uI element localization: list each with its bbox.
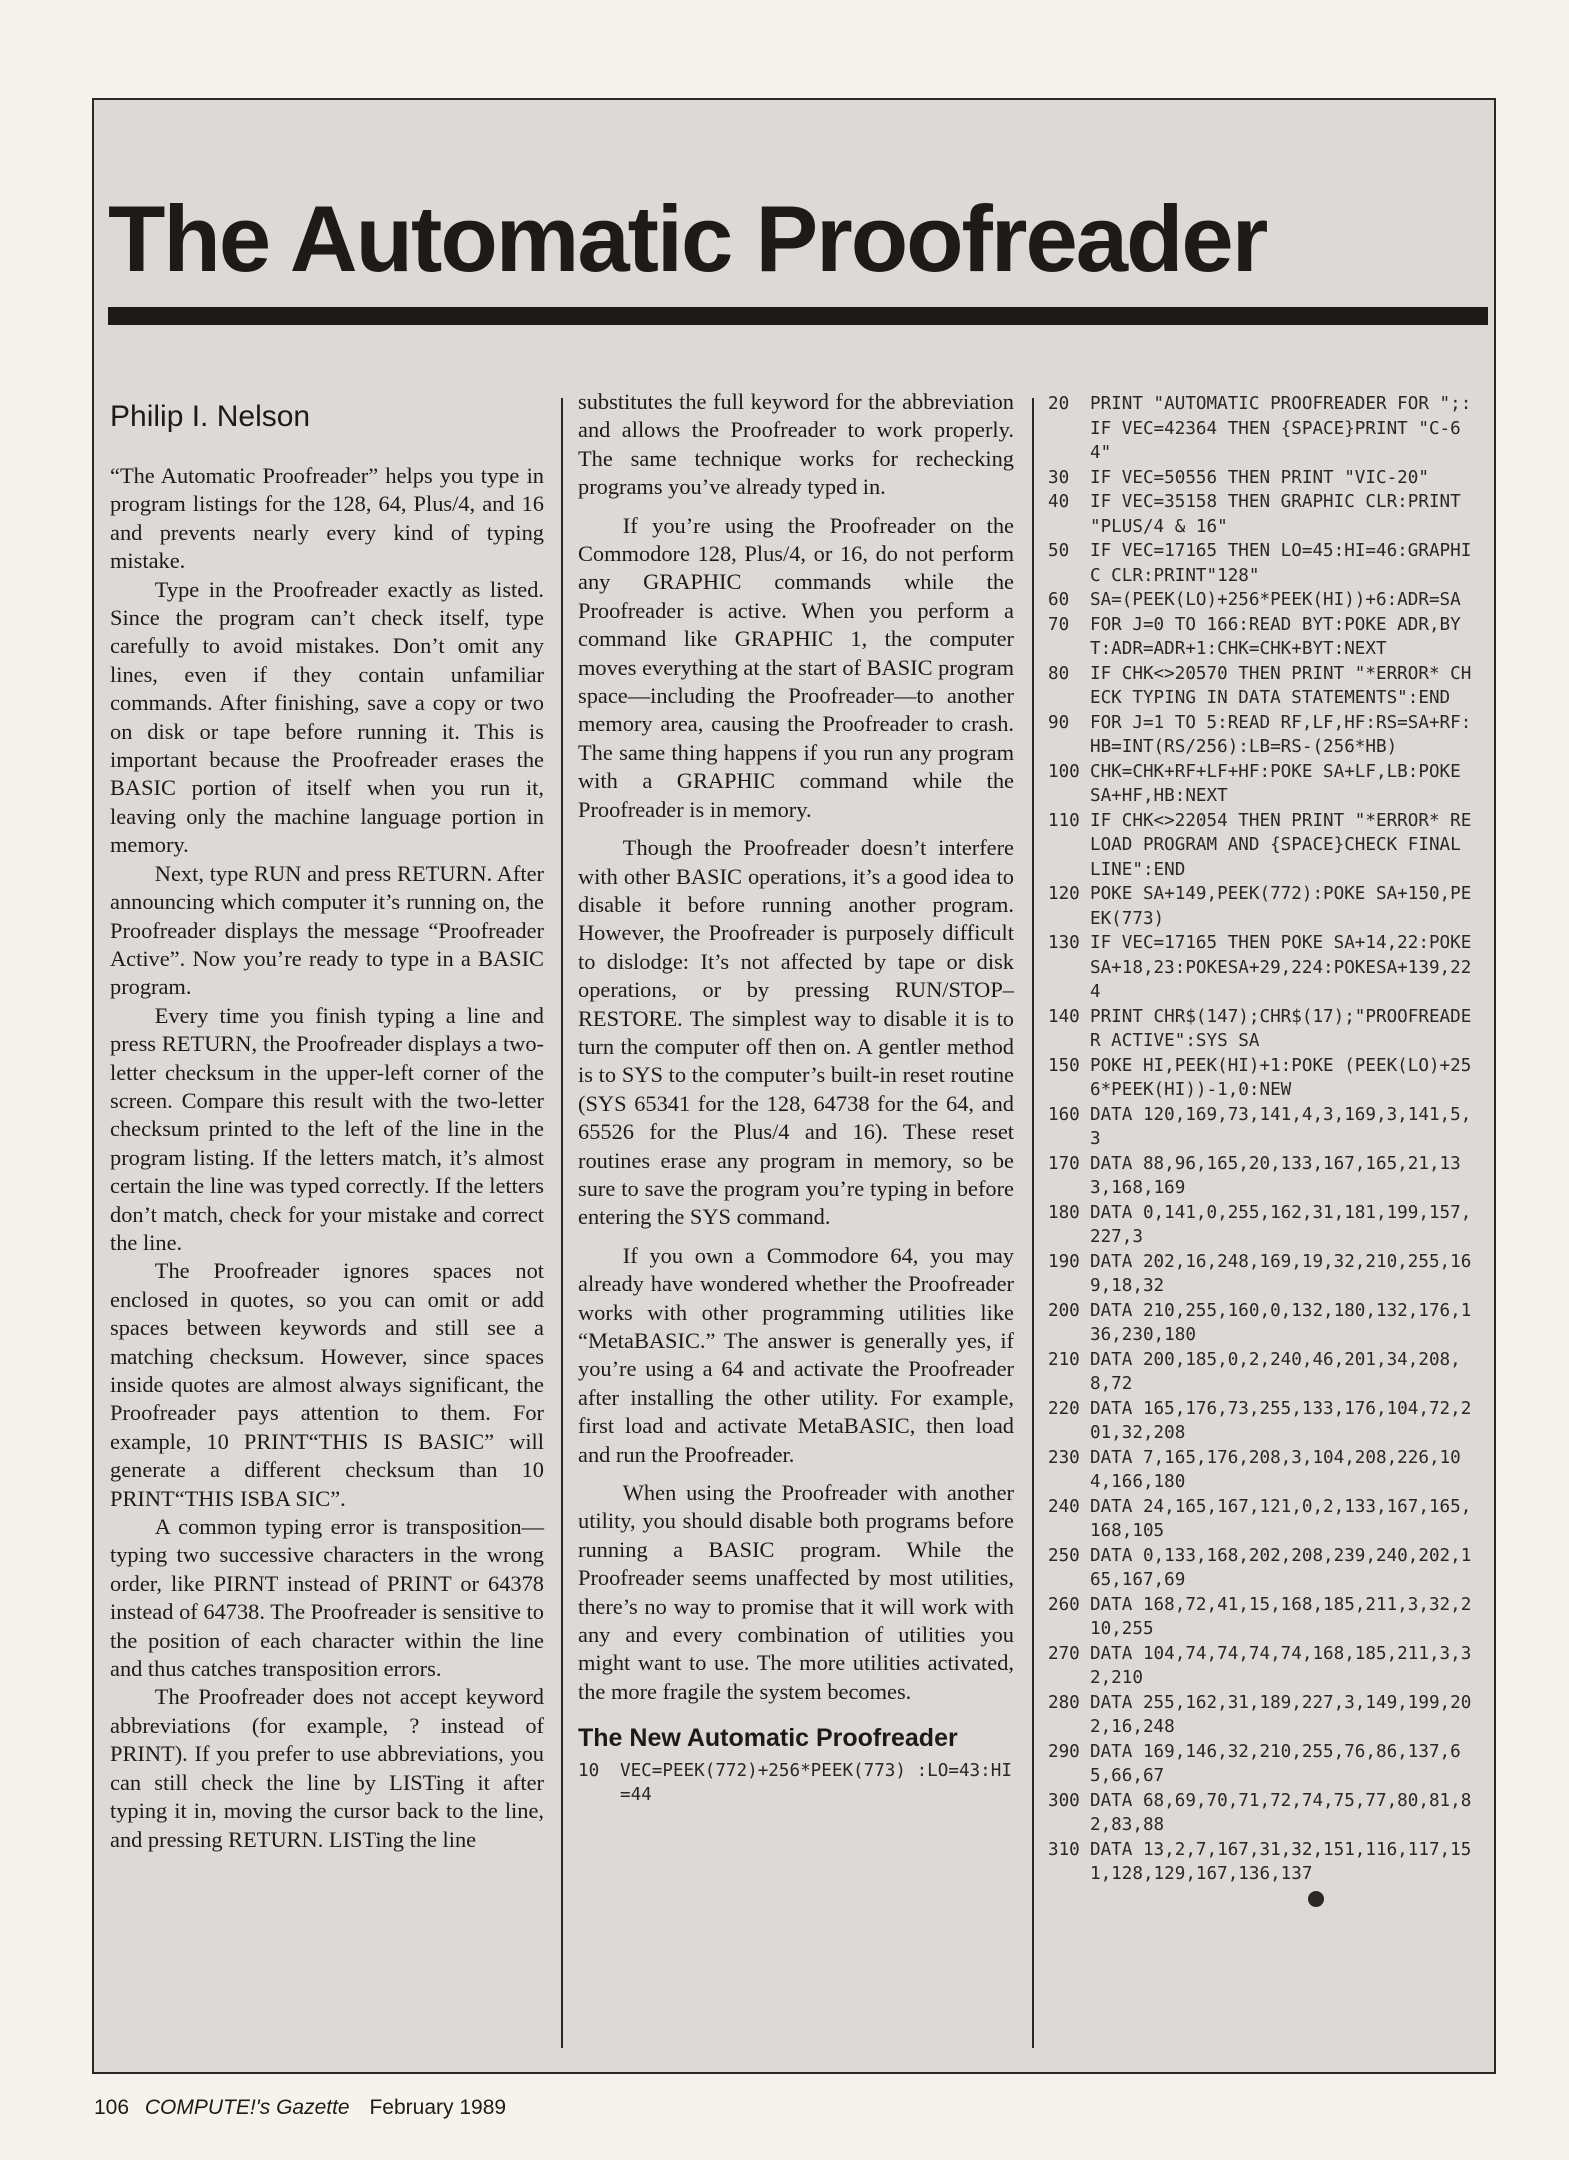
- code-line: [1048, 1691, 1480, 1740]
- line-number: 150: [1048, 1055, 1080, 1076]
- code-line: [1048, 1446, 1480, 1495]
- line-number: 170: [1048, 1153, 1080, 1174]
- column-2: [578, 388, 1014, 1808]
- line-code: POKE HI,PEEK(HI)+1:POKE (PEEK(LO)+256*PEEK(HI))-1,0:NEW: [1090, 1055, 1472, 1100]
- line-number: 220: [1048, 1398, 1080, 1419]
- line-number: 10: [578, 1760, 600, 1781]
- line-number: 260: [1048, 1594, 1080, 1615]
- line-number: 290: [1048, 1741, 1080, 1762]
- paragraph: Next, type RUN and press RETURN. After announcing which computer it’s running on, the Proofreader displays the message “Proofreader Active”. Now you’re ready to type in a BASIC program.: [110, 860, 544, 1000]
- code-line: [1048, 490, 1480, 539]
- code-line: [1048, 613, 1480, 662]
- code-line: [578, 1759, 1014, 1808]
- column-divider-1: [561, 398, 563, 2048]
- line-code: DATA 24,165,167,121,0,2,133,167,165,168,105: [1090, 1496, 1472, 1541]
- code-line: [1048, 1642, 1480, 1691]
- code-line: [1048, 466, 1480, 491]
- line-code: PRINT "AUTOMATIC PROOFREADER FOR ";:IF VEC=42364 THEN {SPACE}PRINT "C-64": [1090, 394, 1472, 463]
- line-number: 110: [1048, 810, 1080, 831]
- line-code: VEC=PEEK(772)+256*PEEK(773) :LO=43:HI=44: [620, 1760, 1012, 1806]
- magazine-name: COMPUTE!'s Gazette: [144, 2096, 350, 2119]
- line-code: DATA 120,169,73,141,4,3,169,3,141,5,3: [1090, 1104, 1472, 1149]
- code-line: [1048, 1544, 1480, 1593]
- article-author: Philip I. Nelson: [110, 400, 311, 433]
- line-number: 20: [1048, 394, 1070, 414]
- code-line: [1048, 1838, 1480, 1887]
- line-number: 100: [1048, 761, 1080, 782]
- line-number: 230: [1048, 1447, 1080, 1468]
- paragraph: When using the Proofreader with another utility, you should disable both programs before running a BASIC program. While the Proofreader seems unaffected by most utilities, there’s no way to promise that it will work with any and every combination of utilities you might want to use. The more utilities activated, the more fragile the system becomes.: [578, 1480, 1014, 1704]
- line-number: 70: [1048, 614, 1070, 635]
- paragraph: A common typing error is transposition—typing two successive characters in the wrong order, like PIRNT instead of PRINT or 64378 instead of 64738. The Proofreader is sensitive to the position of each character within the line and thus catches transposition errors.: [110, 1514, 544, 1682]
- code-line: [1048, 1397, 1480, 1446]
- line-code: DATA 88,96,165,20,133,167,165,21,133,168,169: [1090, 1153, 1461, 1198]
- code-line: [1048, 588, 1480, 613]
- code-line: [1048, 1005, 1480, 1054]
- end-of-article-mark: [1048, 1887, 1480, 1912]
- paragraph: Type in the Proofreader exactly as listed. Since the program can’t check itself, type carefully to avoid mistakes. Don’t omit any lines, even if they contain unfamiliar commands. After finishing, save a copy or two on disk or tape before running it. This is important because the Proofreader erases the BASIC portion of itself when you run it, leaving only the machine language portion in memory.: [110, 576, 544, 858]
- line-number: 30: [1048, 467, 1070, 488]
- code-line: [1048, 711, 1480, 760]
- issue-date: February 1989: [369, 2096, 507, 2119]
- line-number: 90: [1048, 712, 1070, 733]
- line-code: DATA 210,255,160,0,132,180,132,176,136,230,180: [1090, 1300, 1472, 1345]
- line-number: 50: [1048, 541, 1070, 561]
- code-line: [1048, 539, 1480, 588]
- code-line: [1048, 1152, 1480, 1201]
- line-code: DATA 104,74,74,74,74,168,185,211,3,32,210: [1090, 1643, 1472, 1688]
- code-line: [1048, 1250, 1480, 1299]
- code-line: [1048, 1789, 1480, 1838]
- line-number: 270: [1048, 1643, 1080, 1664]
- program-listing-start: [578, 1759, 1014, 1808]
- line-number: 300: [1048, 1790, 1080, 1811]
- line-code: FOR J=0 TO 166:READ BYT:POKE ADR,BYT:ADR=ADR+1:CHK=CHK+BYT:NEXT: [1090, 614, 1461, 659]
- code-line: [1048, 1054, 1480, 1103]
- line-code: DATA 13,2,7,167,31,32,151,116,117,151,128,129,167,136,137: [1090, 1839, 1472, 1884]
- line-code: DATA 165,176,73,255,133,176,104,72,201,32,208: [1090, 1398, 1472, 1443]
- line-number: 160: [1048, 1104, 1080, 1125]
- code-line: [1048, 1103, 1480, 1152]
- code-line: [1048, 1299, 1480, 1348]
- paragraph: The Proofreader ignores spaces not enclosed in quotes, so you can omit or add spaces between keywords and still see a matching checksum. However, since spaces inside quotes are almost always significant, the Proofreader pays attention to them. For example, 10 PRINT“THIS IS BASIC” will generate a different checksum than 10 PRINT“THIS ISBA SIC”.: [110, 1258, 544, 1511]
- paragraph: “The Automatic Proofreader” helps you type in program listings for the 128, 64, Plus/4, and 16 and prevents nearly every kind of typing mistake.: [110, 463, 544, 574]
- listing-subhead: The New Automatic Proofreader: [578, 1724, 958, 1753]
- line-code: IF CHK<>22054 THEN PRINT "*ERROR* RELOAD PROGRAM AND {SPACE}CHECK FINAL LINE":END: [1090, 810, 1472, 880]
- line-code: PRINT CHR$(147);CHR$(17);"PROOFREADER ACTIVE":SYS SA: [1090, 1006, 1472, 1051]
- line-number: 80: [1048, 663, 1070, 684]
- line-number: 140: [1048, 1006, 1080, 1027]
- line-code: IF VEC=17165 THEN POKE SA+14,22:POKE SA+18,23:POKESA+29,224:POKESA+139,224: [1090, 933, 1482, 1002]
- line-number: 200: [1048, 1300, 1080, 1321]
- code-line: [1048, 392, 1480, 466]
- code-line: [1048, 1495, 1480, 1544]
- end-mark-icon: [1308, 1891, 1324, 1907]
- line-code: CHK=CHK+RF+LF+HF:POKE SA+LF,LB:POKE SA+HF,HB:NEXT: [1090, 761, 1472, 806]
- code-line: [1048, 931, 1480, 1005]
- line-number: 210: [1048, 1349, 1080, 1370]
- line-code: IF CHK<>20570 THEN PRINT "*ERROR* CHECK TYPING IN DATA STATEMENTS":END: [1090, 663, 1472, 708]
- line-number: 190: [1048, 1251, 1080, 1272]
- code-line: [1048, 1593, 1480, 1642]
- page-footer: [94, 2096, 506, 2120]
- column-divider-2: [1032, 398, 1034, 2048]
- line-number: 250: [1048, 1545, 1080, 1566]
- line-number: 130: [1048, 933, 1080, 953]
- paragraph: Every time you finish typing a line and press RETURN, the Proofreader displays a two-letter checksum in the upper-left corner of the screen. Compare this result with the two-letter checksum printed to the left of the line in the program listing. If the letters match, it’s almost certain the line was typed correctly. If the letters don’t match, check for your mistake and correct the line.: [110, 1002, 544, 1255]
- line-code: DATA 200,185,0,2,240,46,201,34,208,8,72: [1090, 1349, 1461, 1394]
- line-code: DATA 168,72,41,15,168,185,211,3,32,210,255: [1090, 1594, 1472, 1639]
- line-code: IF VEC=35158 THEN GRAPHIC CLR:PRINT "PLUS/4 & 16": [1090, 492, 1472, 537]
- column-1: [110, 462, 544, 1854]
- line-number: 310: [1048, 1839, 1080, 1860]
- page-number: 106: [94, 2096, 130, 2119]
- paragraph: If you’re using the Proofreader on the Commodore 128, Plus/4, or 16, do not perform any GRAPHIC commands while the Proofreader is active. When you perform a command like GRAPHIC 1, the computer moves everything at the start of BASIC program space—including the Proofreader—to another memory area, causing the Proofreader to crash. The same thing happens if you run any program with a GRAPHIC command while the Proofreader is in memory.: [578, 512, 1014, 822]
- line-code: DATA 202,16,248,169,19,32,210,255,169,18,32: [1090, 1251, 1472, 1296]
- line-code: DATA 7,165,176,208,3,104,208,226,104,166,180: [1090, 1447, 1461, 1492]
- line-number: 120: [1048, 884, 1080, 904]
- line-code: DATA 0,133,168,202,208,239,240,202,165,167,69: [1090, 1545, 1472, 1590]
- article-title: The Automatic Proofreader: [108, 186, 1267, 291]
- line-code: FOR J=1 TO 5:READ RF,LF,HF:RS=SA+RF:HB=INT(RS/256):LB=RS-(256*HB): [1090, 712, 1472, 757]
- line-code: IF VEC=17165 THEN LO=45:HI=46:GRAPHIC CLR:PRINT"128": [1090, 541, 1472, 586]
- program-listing: [1048, 392, 1480, 1911]
- code-line: [1048, 760, 1480, 809]
- line-number: 180: [1048, 1202, 1080, 1223]
- code-line: [1048, 662, 1480, 711]
- paragraph: substitutes the full keyword for the abbreviation and allows the Proofreader to work properly. The same technique works for rechecking programs you’ve already typed in.: [578, 389, 1014, 500]
- line-number: 280: [1048, 1692, 1080, 1713]
- line-code: DATA 68,69,70,71,72,74,75,77,80,81,82,83,88: [1090, 1790, 1472, 1835]
- line-code: POKE SA+149,PEEK(772):POKE SA+150,PEEK(773): [1090, 884, 1472, 929]
- line-code: DATA 0,141,0,255,162,31,181,199,157,227,3: [1090, 1202, 1472, 1247]
- line-code: IF VEC=50556 THEN PRINT "VIC-20": [1090, 467, 1429, 488]
- line-number: 40: [1048, 492, 1070, 512]
- title-rule: [108, 307, 1488, 325]
- paragraph: The Proofreader does not accept keyword abbreviations (for example, ? instead of PRINT). If you prefer to use abbreviations, you can still check the line by LISTing it after typing it in, moving the cursor back to the line, and pressing RETURN. LISTing the line: [110, 1684, 544, 1852]
- code-line: [1048, 882, 1480, 931]
- line-number: 240: [1048, 1496, 1080, 1517]
- paragraph: Though the Proofreader doesn’t interfere with other BASIC operations, it’s a good idea to disable it before running another program. However, the Proofreader is purposely difficult to dislodge: It’s not affected by tape or disk operations, or by pressing RUN/STOP– RESTORE. The simplest way to disable it is to turn the computer off then on. A gentler method is to SYS to the computer’s built-in reset routine (SYS 65341 for the 128, 64738 for the 64, and 65526 for the Plus/4 and 16). These reset routines erase any program in memory, so be sure to save the program you’re typing in before entering the SYS command.: [578, 835, 1014, 1230]
- paragraph: If you own a Commodore 64, you may already have wondered whether the Proofreader works with other programming utilities like “MetaBASIC.” The answer is generally yes, if you’re using a 64 and activate the Proofreader after installing the other utility. For example, first load and activate MetaBASIC, then load and run the Proofreader.: [578, 1242, 1014, 1467]
- line-number: 60: [1048, 590, 1070, 610]
- code-line: [1048, 1348, 1480, 1397]
- code-line: [1048, 1740, 1480, 1789]
- line-code: DATA 169,146,32,210,255,76,86,137,65,66,67: [1090, 1741, 1461, 1786]
- code-line: [1048, 809, 1480, 883]
- line-code: DATA 255,162,31,189,227,3,149,199,202,16,248: [1090, 1692, 1472, 1737]
- code-line: [1048, 1201, 1480, 1250]
- line-code: SA=(PEEK(LO)+256*PEEK(HI))+6:ADR=SA: [1090, 590, 1461, 610]
